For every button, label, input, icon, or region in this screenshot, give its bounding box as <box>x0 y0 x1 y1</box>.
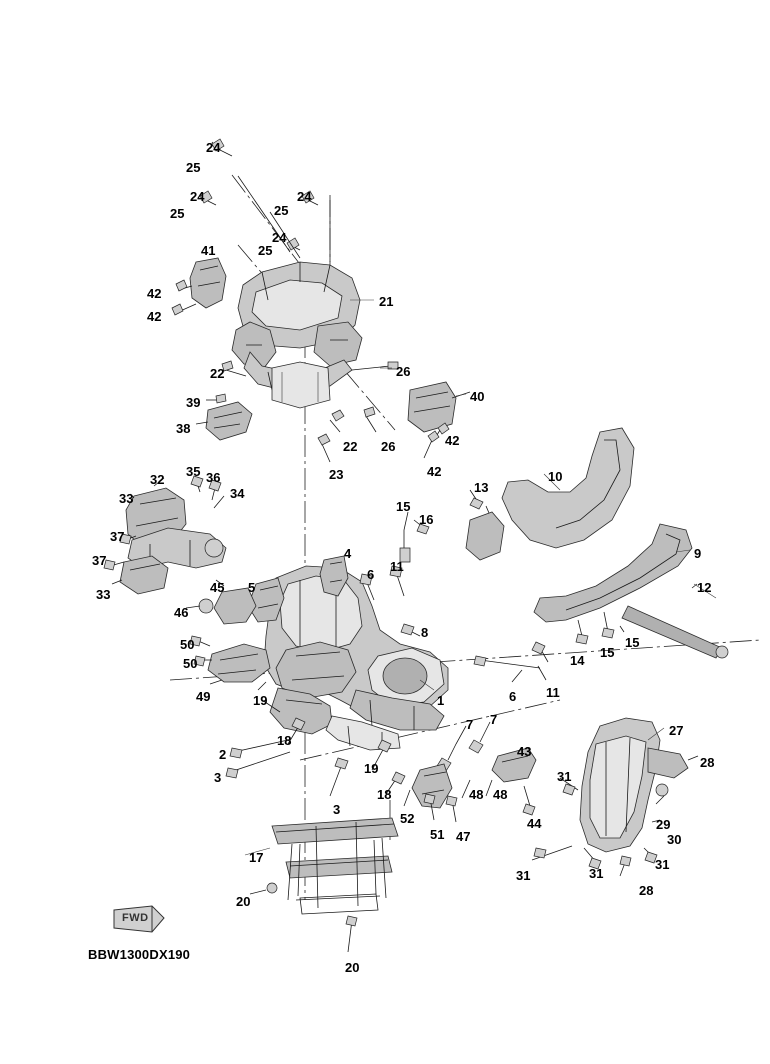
bolts-7 <box>437 722 490 771</box>
callout-number: 15 <box>625 635 640 650</box>
bracket-41 <box>172 258 226 315</box>
callout-number: 31 <box>516 868 531 883</box>
callout-number: 3 <box>214 770 222 785</box>
bracket-49-50 <box>190 636 270 690</box>
callout-number: 15 <box>396 499 411 514</box>
callout-number: 2 <box>219 747 227 762</box>
callout-number: 31 <box>589 866 604 881</box>
callout-number: 24 <box>190 189 205 204</box>
callout-number: 4 <box>344 546 352 561</box>
callout-number: 36 <box>206 470 221 485</box>
callout-number: 17 <box>249 850 264 865</box>
callout-number: 33 <box>119 491 134 506</box>
callout-number: 28 <box>700 755 715 770</box>
callout-number: 35 <box>186 464 201 479</box>
callout-number: 7 <box>490 712 498 727</box>
callout-number: 24 <box>297 189 312 204</box>
right-lower-bracket <box>532 718 698 876</box>
callout-number: 13 <box>474 480 489 495</box>
callout-number: 29 <box>656 817 671 832</box>
callout-number: 25 <box>170 206 185 221</box>
callout-number: 15 <box>600 645 615 660</box>
callout-number: 51 <box>430 827 445 842</box>
callout-number: 30 <box>667 832 682 847</box>
callout-number: 50 <box>183 656 198 671</box>
callout-number: 27 <box>669 723 684 738</box>
callout-number: 10 <box>548 469 563 484</box>
callout-number: 48 <box>469 787 484 802</box>
callout-number: 11 <box>546 685 560 700</box>
callout-number: 46 <box>174 605 189 620</box>
callout-number: 28 <box>639 883 654 898</box>
callout-number: 45 <box>210 580 225 595</box>
callout-number: 19 <box>253 693 268 708</box>
callout-number: 52 <box>400 811 415 826</box>
main-frame <box>264 566 448 750</box>
callout-number: 33 <box>96 587 111 602</box>
callout-number: 38 <box>176 421 191 436</box>
callout-number: 39 <box>186 395 201 410</box>
bracket-40 <box>408 382 470 458</box>
callout-number: 42 <box>147 286 162 301</box>
callout-number: 1 <box>437 693 445 708</box>
callout-number: 14 <box>570 653 585 668</box>
callout-number: 25 <box>186 160 201 175</box>
callout-number: 32 <box>150 472 165 487</box>
callout-number: 31 <box>655 857 670 872</box>
callout-number: 47 <box>456 829 471 844</box>
callout-number: 43 <box>517 744 532 759</box>
callout-number: 22 <box>343 439 358 454</box>
callout-number: 23 <box>329 467 344 482</box>
callout-number: 9 <box>694 546 702 561</box>
callout-number: 18 <box>277 733 292 748</box>
callout-number: 21 <box>379 294 394 309</box>
callout-number: 6 <box>509 689 517 704</box>
callout-number: 18 <box>377 787 392 802</box>
callout-number: 40 <box>470 389 485 404</box>
right-arm-assembly <box>502 428 728 658</box>
callout-number: 42 <box>445 433 460 448</box>
callout-number: 22 <box>210 366 225 381</box>
callout-number: 25 <box>258 243 273 258</box>
callout-number: 44 <box>527 816 542 831</box>
fwd-label: FWD <box>122 912 149 924</box>
callout-number: 8 <box>421 625 429 640</box>
callout-number: 49 <box>196 689 211 704</box>
callout-number: 19 <box>364 761 379 776</box>
callout-number: 5 <box>248 580 256 595</box>
callout-number: 34 <box>230 486 245 501</box>
callout-number: 26 <box>396 364 411 379</box>
callout-number: 42 <box>147 309 162 324</box>
callout-number: 16 <box>419 512 434 527</box>
callout-number: 48 <box>493 787 508 802</box>
callout-number: 3 <box>333 802 341 817</box>
callout-number: 20 <box>236 894 251 909</box>
arm-bolts-left <box>400 490 504 562</box>
bracket-38 <box>196 394 252 440</box>
callout-number: 50 <box>180 637 195 652</box>
callout-number: 20 <box>345 960 360 975</box>
callout-number: 37 <box>110 529 125 544</box>
callout-number: 24 <box>272 230 287 245</box>
callout-number: 11 <box>390 559 404 574</box>
callout-number: 31 <box>557 769 572 784</box>
callout-number: 37 <box>92 553 107 568</box>
callout-number: 41 <box>201 243 216 258</box>
callout-number: 24 <box>206 140 221 155</box>
bottom-cradle <box>250 818 398 952</box>
bolts-2-3 <box>226 740 348 796</box>
callout-number: 42 <box>427 464 442 479</box>
callout-number: 25 <box>274 203 289 218</box>
callout-number: 6 <box>367 567 375 582</box>
callout-number: 26 <box>381 439 396 454</box>
fwd-badge <box>112 904 166 934</box>
part-code-label: BBW1300DX190 <box>88 947 191 962</box>
upper-subframe-assembly <box>232 262 362 408</box>
callout-number: 7 <box>466 717 474 732</box>
callout-number: 12 <box>697 580 712 595</box>
